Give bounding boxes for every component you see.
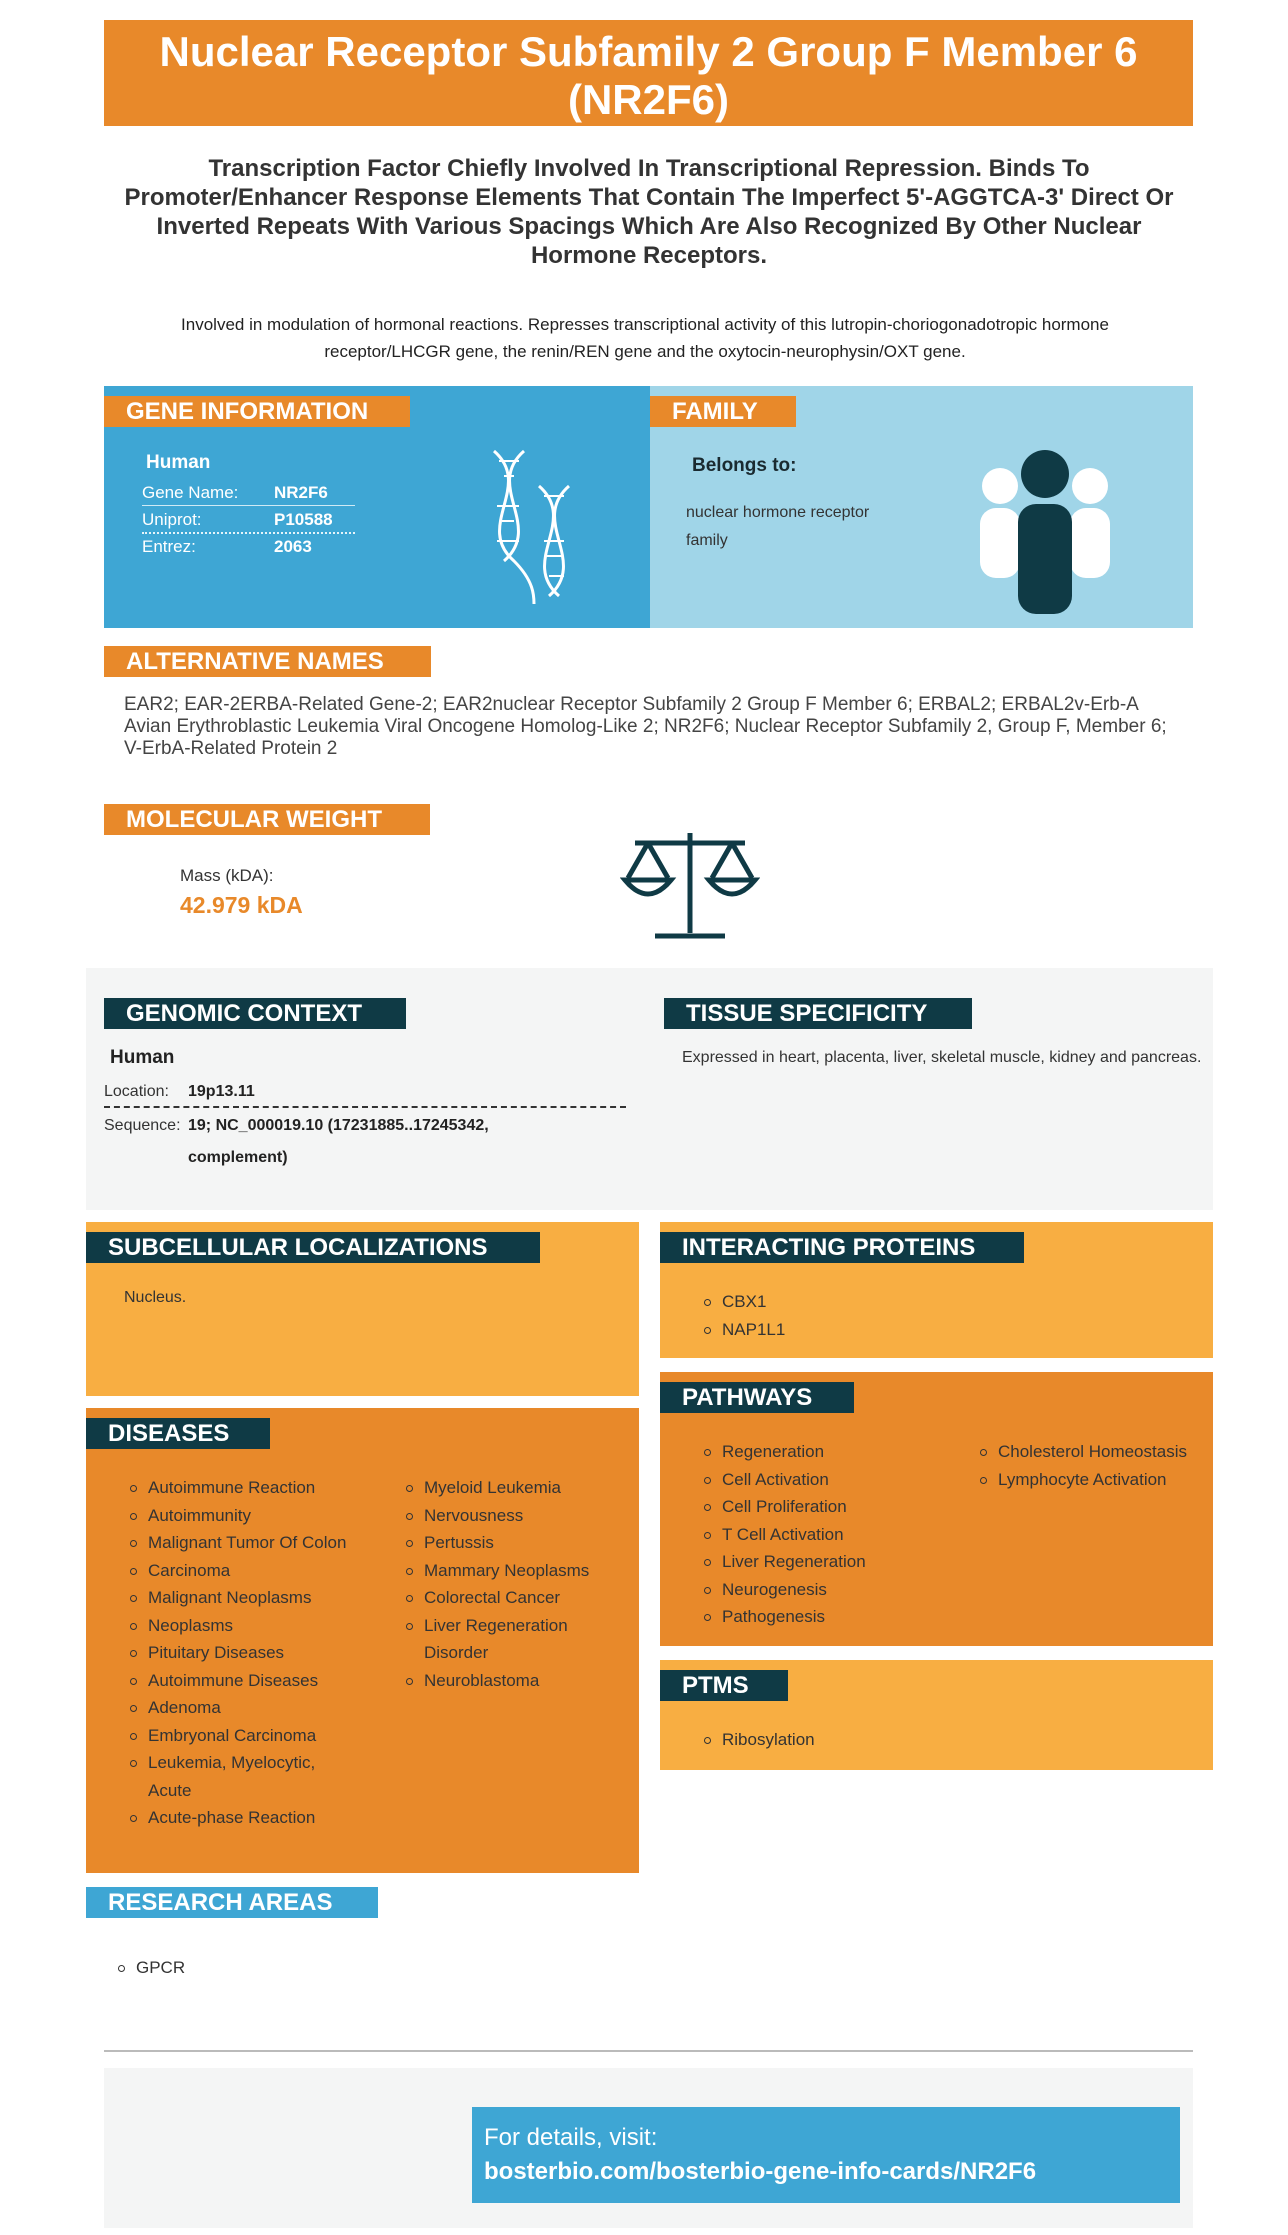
list-item: Liver Regeneration Disorder (404, 1612, 614, 1667)
list-item: Autoimmunity (128, 1502, 358, 1530)
interacting-proteins-header: INTERACTING PROTEINS (660, 1232, 1024, 1263)
genomic-species: Human (110, 1047, 175, 1068)
sequence-value-line1: 19; NC_000019.10 (17231885..17245342, (188, 1117, 489, 1134)
interacting-proteins-list (702, 1288, 785, 1343)
uniprot-label: Uniprot: (142, 510, 202, 529)
list-item: CBX1 (702, 1288, 785, 1316)
list-item: Pathogenesis (702, 1603, 952, 1631)
location-value: 19p13.11 (188, 1083, 255, 1100)
list-item: Malignant Neoplasms (128, 1584, 358, 1612)
subcellular-header: SUBCELLULAR LOCALIZATIONS (86, 1232, 540, 1263)
list-item: Leukemia, Myelocytic, Acute (128, 1749, 358, 1804)
pathways-header: PATHWAYS (660, 1382, 854, 1413)
list-item: Adenoma (128, 1694, 358, 1722)
gene-name-label: Gene Name: (142, 483, 239, 502)
page-title: Nuclear Receptor Subfamily 2 Group F Member 6 (NR2F6) (104, 20, 1193, 126)
list-item: Nervousness (404, 1502, 614, 1530)
research-areas-list (116, 1954, 185, 1982)
molecular-weight-header: MOLECULAR WEIGHT (104, 804, 430, 835)
ptms-header: PTMS (660, 1670, 788, 1701)
gene-information-header: GENE INFORMATION (104, 396, 410, 427)
list-item: Acute-phase Reaction (128, 1804, 358, 1832)
list-item: Myeloid Leukemia (404, 1474, 614, 1502)
list-item: Autoimmune Reaction (128, 1474, 358, 1502)
list-item: GPCR (116, 1954, 185, 1982)
mass-label: Mass (kDA): (180, 866, 274, 885)
diseases-list-col1 (128, 1474, 358, 1832)
list-item: Malignant Tumor Of Colon (128, 1529, 358, 1557)
sequence-value-line2: complement) (188, 1149, 288, 1166)
footer-line1: For details, visit: (484, 2124, 658, 2151)
entrez-label: Entrez: (142, 537, 196, 556)
genomic-context-header: GENOMIC CONTEXT (104, 998, 406, 1029)
diseases-panel (86, 1408, 639, 1873)
sequence-label: Sequence: (104, 1117, 181, 1134)
dna-helix-icon (464, 446, 614, 606)
list-item: Pertussis (404, 1529, 614, 1557)
footer-url-link[interactable]: bosterbio.com/bosterbio-gene-info-cards/NR2F6 (484, 2158, 1037, 2185)
family-belongs-label: Belongs to: (692, 455, 797, 476)
list-item: Ribosylation (702, 1726, 815, 1754)
list-item: Neuroblastoma (404, 1667, 614, 1695)
tissue-specificity-header: TISSUE SPECIFICITY (664, 998, 972, 1029)
function-text: Involved in modulation of hormonal reactions. Represses transcriptional activity of this lutropin-choriogonadotropic hormone receptor/LHCGR gene, the renin/REN gene and the oxytocin-neurophysin/OXT gene. (181, 315, 1109, 361)
gene-subtitle: Transcription Factor Chiefly Involved In Transcriptional Repression. Binds To Promoter/Enhancer Response Elements That Contain The Imperfect 5'-AGGTCA-3' Direct Or Inverted Repeats With Various Spacings Which Are Also Recognized By Other Nuclear Hormone Receptors. (124, 155, 1174, 269)
list-item: Lymphocyte Activation (978, 1466, 1208, 1494)
diseases-list-col2 (404, 1474, 614, 1694)
footer-link-box[interactable] (472, 2107, 1180, 2203)
footer-divider (104, 2050, 1193, 2052)
gene-information-panel (104, 386, 650, 628)
list-item: T Cell Activation (702, 1521, 952, 1549)
list-item: Cell Activation (702, 1466, 952, 1494)
diseases-header: DISEASES (86, 1418, 270, 1449)
tissue-specificity-text: Expressed in heart, placenta, liver, skeletal muscle, kidney and pancreas. (682, 1049, 1202, 1066)
alternative-names-header: ALTERNATIVE NAMES (104, 646, 431, 677)
pathways-list-col2 (978, 1438, 1208, 1493)
list-item: Carcinoma (128, 1557, 358, 1585)
list-item: Pituitary Diseases (128, 1639, 358, 1667)
list-item: Liver Regeneration (702, 1548, 952, 1576)
people-group-icon (970, 446, 1120, 616)
list-item: Colorectal Cancer (404, 1584, 614, 1612)
list-item: Cell Proliferation (702, 1493, 952, 1521)
entrez-value: 2063 (274, 537, 312, 556)
list-item: Embryonal Carcinoma (128, 1722, 358, 1750)
list-item: Neoplasms (128, 1612, 358, 1640)
interacting-proteins-panel (660, 1222, 1213, 1358)
location-label: Location: (104, 1083, 169, 1100)
gene-name-value: NR2F6 (274, 483, 328, 502)
list-item: Regeneration (702, 1438, 952, 1466)
list-item: NAP1L1 (702, 1316, 785, 1344)
family-header: FAMILY (650, 396, 796, 427)
gene-species: Human (146, 452, 211, 473)
ptms-list (702, 1726, 815, 1754)
list-item: Neurogenesis (702, 1576, 952, 1604)
list-item: Cholesterol Homeostasis (978, 1438, 1208, 1466)
family-value: nuclear hormone receptor family (686, 504, 870, 549)
pathways-panel (660, 1372, 1213, 1646)
subcellular-panel (86, 1222, 639, 1396)
family-panel (650, 386, 1193, 628)
list-item: Mammary Neoplasms (404, 1557, 614, 1585)
subcellular-text: Nucleus. (124, 1289, 187, 1306)
ptms-panel (660, 1660, 1213, 1770)
mass-value: 42.979 kDA (180, 892, 303, 918)
research-areas-header: RESEARCH AREAS (86, 1887, 378, 1918)
genomic-tissue-panel (86, 968, 1213, 1210)
scale-icon (620, 828, 760, 943)
uniprot-value: P10588 (274, 510, 333, 529)
list-item: Autoimmune Diseases (128, 1667, 358, 1695)
pathways-list-col1 (702, 1438, 952, 1631)
alternative-names-text: EAR2; EAR-2ERBA-Related Gene-2; EAR2nuclear Receptor Subfamily 2 Group F Member 6; ERBAL2; ERBAL2v-Erb-A Avian Erythroblastic Leukemia Viral Oncogene Homolog-Like 2; NR2F6; Nuclear Receptor Subfamily 2, Group F, Member 6; V-ErbA-Related Protein 2 (124, 694, 1167, 759)
